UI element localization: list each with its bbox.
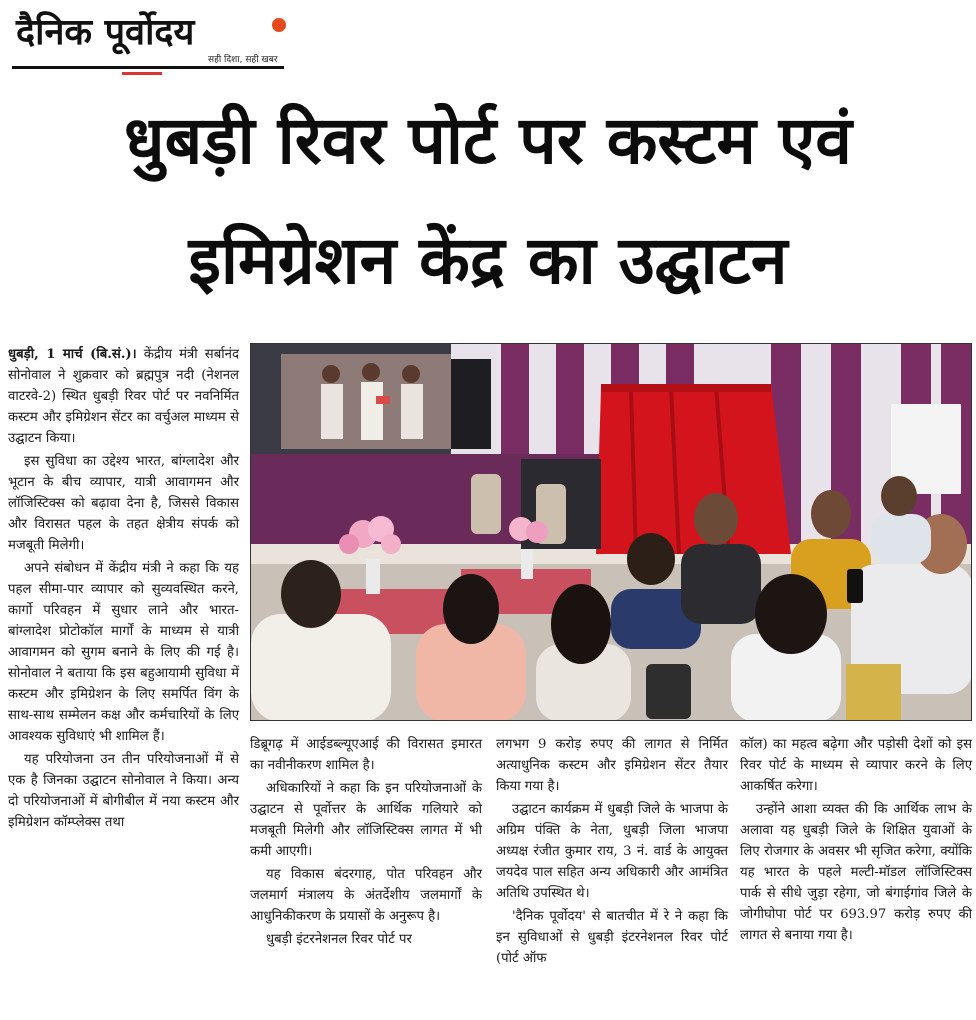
article-paragraph: उन्होंने आशा व्यक्त की कि आर्थिक लाभ के अलावा यह धुबड़ी जिले के शिक्षित युवाओं के लिए रोजगार के अवसर भी सृजित करेगा, क्योंकि यह भारत के पहले मल्टी-मॉडल लॉजिस्टिक्स पार्क से सीधे जुड़ा रहेगा, जो बंगाईगांव जिले के जोगीघोपा पोर्ट पर 693.97 करोड़ रुपए की लागत से बनाया गया है। [740, 802, 972, 943]
headline-line-1: धुबड़ी रिवर पोर्ट पर कस्टम एवं [124, 102, 852, 179]
article-column-4 [740, 734, 972, 1016]
article-column-2 [250, 734, 482, 1016]
article-paragraph: यह विकास बंदरगाह, पोत परिवहन और जलमार्ग मंत्रालय के अंतर्देशीय जलमार्गों के आधुनिकीकरण के प्रयासों के अनुरूप है। [250, 867, 482, 924]
dateline: धुबड़ी, 1 मार्च (बि.सं.)। [8, 347, 137, 362]
article-paragraph: धुबड़ी इंटरनेशनल रिवर पोर्ट पर [266, 932, 412, 947]
article-paragraph: लगभग 9 करोड़ रुपए की लागत से निर्मित अत्याधुनिक कस्टम और इमिग्रेशन सेंटर तैयार किया गया है। [496, 737, 728, 794]
logo-dot-icon [272, 18, 286, 32]
masthead-mini-rule [122, 72, 162, 75]
article-paragraph: 'दैनिक पूर्वोदय' से बातचीत में रे ने कहा कि इन सुविधाओं से धुबड़ी इंटरनेशनल रिवर पोर्ट (पोर्ट ऑफ [496, 909, 728, 966]
newspaper-logo: दैनिक पूर्वोदय [16, 12, 195, 53]
article-column-1 [8, 344, 239, 1016]
masthead [12, 6, 288, 74]
article-paragraph: डिब्रूगढ़ में आईडब्ल्यूएआई की विरासत इमारत का नवीनीकरण शामिल है। [250, 737, 482, 773]
article-paragraph: यह परियोजना उन तीन परियोजनाओं में से एक है जिनका उद्घाटन सोनोवाल ने किया। अन्य दो परियोजनाओं में बोगीबील में नया कस्टम और इमिग्रेशन कॉम्प्लेक्स तथा [8, 752, 239, 830]
article-column-3 [496, 734, 728, 1016]
headline-line-2: इमिग्रेशन केंद्र का उद्घाटन [188, 222, 788, 299]
article-paragraph: अधिकारियों ने कहा कि इन परियोजनाओं के उद्घाटन से पूर्वोत्तर के आर्थिक गलियारे को मजबूती मिलेगी और लॉजिस्टिक्स लागत में भी कमी आएगी। [250, 781, 482, 859]
newspaper-tagline: सही दिशा, सही खबर [208, 55, 278, 65]
article-paragraph: अपने संबोधन में केंद्रीय मंत्री ने कहा कि यह पहल सीमा-पार व्यापार को सुव्यवस्थित करने, कार्गो परिवहन में सुधार लाने और भारत-बांग्लादेश प्रोटोकॉल मार्गों के माध्यम से यात्री आवागमन को सुगम बनाने के लिए की गई है। सोनोवाल ने बताया कि इस बहुआयामी सुविधा में कस्टम और इमिग्रेशन के लिए समर्पित विंग के साथ-साथ सम्मेलन कक्ष और कर्मचारियों के लिए आवश्यक सुविधाएं भी शामिल हैं। [8, 561, 239, 744]
article-paragraph: कॉल) का महत्व बढ़ेगा और पड़ोसी देशों को इस रिवर पोर्ट के माध्यम से व्यापार करने के लिए आकर्षित करेगा। [740, 737, 972, 794]
event-photo [250, 343, 972, 721]
article-paragraph: उद्घाटन कार्यक्रम में धुबड़ी जिले के भाजपा के अग्रिम पंक्ति के नेता, धुबड़ी जिला भाजपा अध्यक्ष रंजीत कुमार राय, 3 नं. वार्ड के आयुक्त जयदेव पाल सहित अन्य अधिकारी और आमंत्रित अतिथि उपस्थित थे। [496, 802, 728, 901]
masthead-rule [12, 66, 284, 69]
article-paragraph: धुबड़ी, 1 मार्च (बि.सं.)। केंद्रीय मंत्री सर्बानंद सोनोवाल ने शुक्रवार को ब्रह्मपुत्र नदी (नेशनल वाटरवे-2) स्थित धुबड़ी रिवर पोर्ट पर नवनिर्मित कस्टम और इमिग्रेशन सेंटर का वर्चुअल माध्यम से उद्घाटन किया। [8, 347, 239, 446]
article-paragraph: इस सुविधा का उद्देश्य भारत, बांग्लादेश और भूटान के बीच व्यापार, यात्री आवागमन और लॉजिस्टिक्स को बढ़ावा देना है, जिससे विकास और विरासत पहल के तहत क्षेत्रीय संपर्क को मजबूती मिलेगी। [8, 454, 239, 553]
